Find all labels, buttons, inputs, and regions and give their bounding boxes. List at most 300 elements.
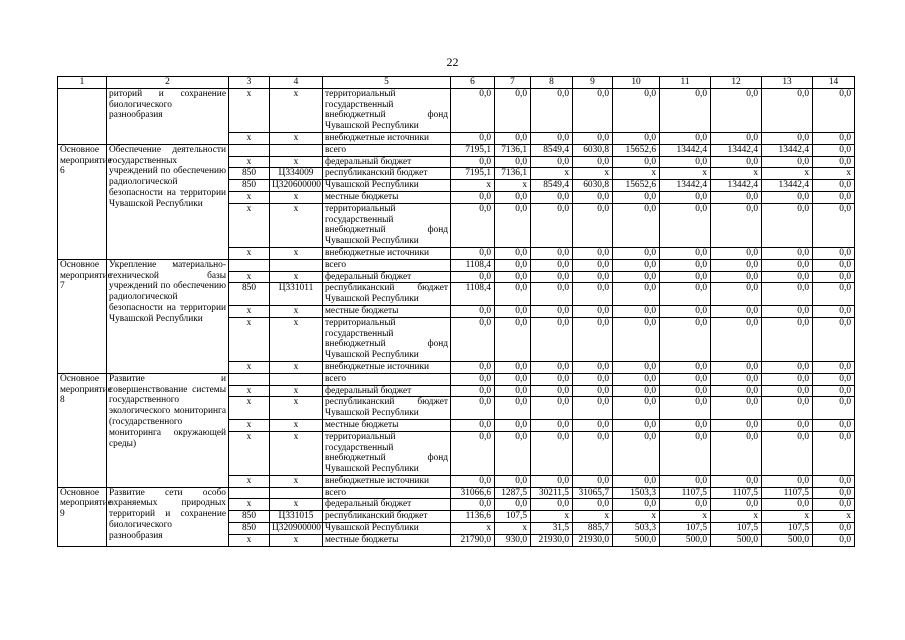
value-cell: 13442,4 [711,144,762,156]
value-cell: 0,0 [711,156,762,168]
value-cell: 0,0 [451,419,495,431]
code-cell: x [229,419,270,431]
value-cell: 0,0 [711,361,762,373]
value-cell: x [451,180,495,192]
value-cell: 0,0 [660,475,711,487]
value-cell: 0,0 [451,305,495,317]
value-cell: 0,0 [613,373,660,385]
value-cell: 0,0 [813,191,855,203]
value-cell: 0,0 [531,475,573,487]
value-cell: 0,0 [813,534,855,546]
value-cell: 13442,4 [660,144,711,156]
value-cell: x [613,168,660,180]
code-cell: 850 [229,511,270,523]
value-cell: 0,0 [573,259,613,271]
value-cell: 1503,3 [613,487,660,499]
value-cell: 0,0 [451,431,495,475]
value-cell: 0,0 [613,385,660,397]
value-cell: 503,3 [613,523,660,535]
code-cell [270,487,323,499]
value-cell: 0,0 [660,373,711,385]
value-cell: 0,0 [762,397,813,420]
value-cell: 0,0 [495,156,531,168]
value-cell: 0,0 [762,283,813,306]
value-cell: 7195,1 [451,144,495,156]
value-cell: 0,0 [711,305,762,317]
value-cell: 31065,7 [573,487,613,499]
header-cell: 13 [762,77,813,89]
value-cell: 0,0 [813,144,855,156]
header-cell: 4 [270,77,323,89]
value-cell: 8549,4 [531,180,573,192]
source-cell: территориальный государственный внебюджетный фонд Чувашской Республики [323,317,451,361]
value-cell: 0,0 [451,317,495,361]
value-cell: 0,0 [613,431,660,475]
value-cell: 0,0 [762,499,813,511]
code-cell: x [229,385,270,397]
source-cell: федеральный бюджет [323,271,451,283]
page-number: 22 [446,55,459,69]
value-cell: 0,0 [573,317,613,361]
value-cell: 0,0 [711,419,762,431]
value-cell: 0,0 [531,203,573,247]
value-cell: 0,0 [613,203,660,247]
value-cell: 0,0 [531,88,573,132]
code-cell [229,144,270,156]
header-cell: 8 [531,77,573,89]
value-cell: 1287,5 [495,487,531,499]
value-cell: 0,0 [813,180,855,192]
value-cell: 15652,6 [613,180,660,192]
code-cell: x [229,499,270,511]
source-cell: республиканский бюджет Чувашской Республики [323,397,451,420]
value-cell: 0,0 [495,271,531,283]
value-cell: 0,0 [813,419,855,431]
source-cell: республиканский бюджет [323,511,451,523]
description-cell: Укрепление материально-технической базы учреждений по обеспечению радиологической безопасности на территории Чувашской Республики [107,259,229,373]
table-row [58,373,855,385]
value-cell: 0,0 [451,397,495,420]
value-cell: 0,0 [531,499,573,511]
value-cell: 0,0 [813,283,855,306]
source-cell: Чувашской Республики [323,523,451,535]
source-cell: всего [323,487,451,499]
source-cell: всего [323,259,451,271]
source-cell: внебюджетные источники [323,475,451,487]
code-cell: x [270,203,323,247]
code-cell: x [270,317,323,361]
code-cell: 850 [229,283,270,306]
source-cell: республиканский бюджет [323,168,451,180]
value-cell: 0,0 [495,499,531,511]
value-cell: 0,0 [711,283,762,306]
header-cell: 14 [813,77,855,89]
value-cell: 0,0 [813,88,855,132]
code-cell: Ц331015 [270,511,323,523]
value-cell: 0,0 [573,499,613,511]
value-cell: 0,0 [711,475,762,487]
code-cell: Ц334009 [270,168,323,180]
value-cell: x [813,511,855,523]
value-cell: 0,0 [711,88,762,132]
source-cell: местные бюджеты [323,534,451,546]
value-cell: 13442,4 [762,180,813,192]
value-cell: 0,0 [762,431,813,475]
code-cell: x [229,534,270,546]
code-cell: x [229,361,270,373]
code-cell: x [229,156,270,168]
value-cell: 0,0 [711,191,762,203]
value-cell: 0,0 [573,431,613,475]
value-cell: 0,0 [613,419,660,431]
value-cell: 0,0 [762,385,813,397]
source-cell: местные бюджеты [323,305,451,317]
header-cell: 9 [573,77,613,89]
value-cell: 0,0 [660,203,711,247]
value-cell: 0,0 [451,88,495,132]
table-row [58,259,855,271]
code-cell: x [270,305,323,317]
value-cell: 0,0 [495,397,531,420]
source-cell: Чувашской Республики [323,180,451,192]
measure-cell: Основное мероприятие 9 [58,487,107,546]
source-cell: местные бюджеты [323,419,451,431]
value-cell: 0,0 [613,499,660,511]
code-cell [229,373,270,385]
code-cell: x [270,499,323,511]
value-cell: 107,5 [495,511,531,523]
code-cell: x [270,361,323,373]
value-cell: 0,0 [660,132,711,144]
value-cell: 0,0 [613,397,660,420]
value-cell: 0,0 [495,305,531,317]
value-cell: 0,0 [613,283,660,306]
value-cell: 0,0 [573,419,613,431]
code-cell: 850 [229,180,270,192]
value-cell: 0,0 [762,156,813,168]
header-row [58,77,855,89]
value-cell: 0,0 [660,88,711,132]
value-cell: 0,0 [711,385,762,397]
value-cell: 0,0 [451,271,495,283]
code-cell: x [270,534,323,546]
value-cell: 0,0 [573,271,613,283]
value-cell: 0,0 [495,259,531,271]
value-cell: 0,0 [813,487,855,499]
code-cell: x [229,317,270,361]
value-cell: 0,0 [573,203,613,247]
value-cell: 6030,8 [573,144,613,156]
value-cell: 0,0 [495,475,531,487]
value-cell: 0,0 [660,191,711,203]
value-cell: 0,0 [573,385,613,397]
value-cell: 0,0 [573,361,613,373]
value-cell: 930,0 [495,534,531,546]
value-cell: 7195,1 [451,168,495,180]
value-cell: x [762,511,813,523]
header-cell: 12 [711,77,762,89]
measure-cell: Основное мероприятие 7 [58,259,107,373]
value-cell: 0,0 [573,191,613,203]
header-cell: 2 [107,77,229,89]
value-cell: 0,0 [813,156,855,168]
value-cell: 0,0 [495,283,531,306]
value-cell: 885,7 [573,523,613,535]
value-cell: 0,0 [495,385,531,397]
value-cell: 31066,6 [451,487,495,499]
value-cell: 0,0 [531,419,573,431]
value-cell: x [660,511,711,523]
value-cell: 107,5 [762,523,813,535]
header-cell: 5 [323,77,451,89]
value-cell: 0,0 [813,247,855,259]
value-cell: 0,0 [660,247,711,259]
value-cell: 0,0 [495,247,531,259]
code-cell [270,259,323,271]
value-cell: 0,0 [573,156,613,168]
value-cell: 0,0 [660,259,711,271]
value-cell: 0,0 [660,385,711,397]
source-cell: федеральный бюджет [323,385,451,397]
value-cell: 0,0 [813,475,855,487]
code-cell: x [229,203,270,247]
value-cell: 0,0 [531,271,573,283]
value-cell: 13442,4 [711,180,762,192]
value-cell: 1107,5 [660,487,711,499]
value-cell: 0,0 [813,203,855,247]
code-cell: x [229,247,270,259]
value-cell: 0,0 [762,247,813,259]
value-cell: 0,0 [813,397,855,420]
value-cell: 0,0 [573,305,613,317]
value-cell: 0,0 [613,247,660,259]
code-cell: Ц331011 [270,283,323,306]
header-cell: 10 [613,77,660,89]
source-cell: территориальный государственный внебюджетный фонд Чувашской Республики [323,88,451,132]
value-cell: 0,0 [531,373,573,385]
value-cell: 0,0 [813,271,855,283]
code-cell: x [229,132,270,144]
value-cell: 0,0 [451,475,495,487]
value-cell: 0,0 [613,191,660,203]
value-cell: 0,0 [495,361,531,373]
code-cell [270,373,323,385]
code-cell: x [229,397,270,420]
value-cell: 0,0 [531,259,573,271]
value-cell: 0,0 [531,283,573,306]
value-cell: 0,0 [613,88,660,132]
value-cell: 0,0 [495,431,531,475]
source-cell: всего [323,373,451,385]
value-cell: 21930,0 [531,534,573,546]
value-cell: 1108,4 [451,283,495,306]
value-cell: 0,0 [613,361,660,373]
source-cell: внебюджетные источники [323,132,451,144]
value-cell: 0,0 [813,385,855,397]
source-cell: территориальный государственный внебюджетный фонд Чувашской Республики [323,203,451,247]
value-cell: 8549,4 [531,144,573,156]
value-cell: 0,0 [762,88,813,132]
value-cell: 500,0 [660,534,711,546]
value-cell: x [531,168,573,180]
source-cell: внебюджетные источники [323,247,451,259]
value-cell: x [451,523,495,535]
value-cell: 0,0 [762,132,813,144]
value-cell: x [711,511,762,523]
source-cell: внебюджетные источники [323,361,451,373]
source-cell: местные бюджеты [323,191,451,203]
value-cell: 0,0 [711,203,762,247]
value-cell: 0,0 [531,191,573,203]
source-cell: республиканский бюджет Чувашской Республики [323,283,451,306]
value-cell: 0,0 [495,132,531,144]
measure-cell: Основное мероприятие 6 [58,144,107,259]
value-cell: 0,0 [813,499,855,511]
value-cell: 0,0 [613,271,660,283]
value-cell: 0,0 [495,373,531,385]
value-cell: 1108,4 [451,259,495,271]
value-cell: x [711,168,762,180]
code-cell: x [270,397,323,420]
value-cell: 0,0 [660,419,711,431]
code-cell: x [270,247,323,259]
value-cell: 0,0 [660,305,711,317]
value-cell: 0,0 [660,499,711,511]
value-cell: 31,5 [531,523,573,535]
measure-cell [58,88,107,144]
value-cell: 0,0 [762,271,813,283]
value-cell: 0,0 [660,283,711,306]
value-cell: 0,0 [573,373,613,385]
value-cell: 1107,5 [762,487,813,499]
code-cell: x [229,191,270,203]
value-cell: 0,0 [495,191,531,203]
value-cell: 7136,1 [495,144,531,156]
description-cell: Развитие и совершенствование системы государственного экологического мониторинга (государственного мониторинга окружающей среды) [107,373,229,487]
value-cell: 0,0 [451,132,495,144]
value-cell: 0,0 [813,132,855,144]
value-cell: x [613,511,660,523]
value-cell: 0,0 [711,317,762,361]
table-row [58,487,855,499]
value-cell: x [495,523,531,535]
value-cell: 0,0 [813,305,855,317]
value-cell: 500,0 [613,534,660,546]
value-cell: 0,0 [660,317,711,361]
value-cell: 0,0 [531,305,573,317]
value-cell: 0,0 [451,156,495,168]
value-cell: 0,0 [531,156,573,168]
value-cell: 0,0 [711,373,762,385]
value-cell: 500,0 [762,534,813,546]
value-cell: x [813,168,855,180]
value-cell: 0,0 [762,475,813,487]
value-cell: 0,0 [813,431,855,475]
value-cell: 0,0 [495,317,531,361]
value-cell: 0,0 [711,499,762,511]
value-cell: 0,0 [613,317,660,361]
source-cell: федеральный бюджет [323,156,451,168]
code-cell: Ц320600000 [270,180,323,192]
value-cell: 0,0 [573,88,613,132]
source-cell: территориальный государственный внебюджетный фонд Чувашской Республики [323,431,451,475]
header-cell: 1 [58,77,107,89]
value-cell: 0,0 [573,397,613,420]
value-cell: 0,0 [711,397,762,420]
value-cell: 30211,5 [531,487,573,499]
value-cell: 0,0 [762,305,813,317]
value-cell: 0,0 [451,203,495,247]
code-cell: x [270,132,323,144]
header-cell: 11 [660,77,711,89]
value-cell: x [531,511,573,523]
code-cell: 850 [229,168,270,180]
value-cell: 0,0 [660,361,711,373]
code-cell [270,144,323,156]
value-cell: 0,0 [495,419,531,431]
value-cell: 0,0 [495,203,531,247]
value-cell: 7136,1 [495,168,531,180]
header-cell: 6 [451,77,495,89]
code-cell: x [270,475,323,487]
value-cell: 107,5 [711,523,762,535]
code-cell: x [270,156,323,168]
header-cell: 7 [495,77,531,89]
value-cell: 0,0 [660,271,711,283]
code-cell: Ц320900000 [270,523,323,535]
value-cell: 0,0 [573,132,613,144]
value-cell: 0,0 [711,259,762,271]
value-cell: 0,0 [711,132,762,144]
value-cell: 0,0 [613,132,660,144]
code-cell: x [229,88,270,132]
code-cell: x [229,475,270,487]
table-body [58,77,855,547]
value-cell: 0,0 [573,247,613,259]
value-cell: 0,0 [711,247,762,259]
value-cell: 0,0 [531,247,573,259]
code-cell: x [270,419,323,431]
value-cell: 0,0 [660,156,711,168]
value-cell: 0,0 [531,361,573,373]
budget-table [57,76,855,547]
code-cell: 850 [229,523,270,535]
code-cell: x [270,385,323,397]
value-cell: 0,0 [451,499,495,511]
source-cell: всего [323,144,451,156]
value-cell: 0,0 [660,397,711,420]
header-cell: 3 [229,77,270,89]
value-cell: 0,0 [613,259,660,271]
code-cell [229,259,270,271]
value-cell: 0,0 [711,431,762,475]
value-cell: 0,0 [531,385,573,397]
value-cell: 0,0 [613,305,660,317]
value-cell: 0,0 [495,88,531,132]
value-cell: 0,0 [451,385,495,397]
value-cell: 0,0 [573,283,613,306]
value-cell: 1136,6 [451,511,495,523]
table-row [58,88,855,132]
value-cell: 0,0 [813,373,855,385]
value-cell: 0,0 [613,156,660,168]
value-cell: 21930,0 [573,534,613,546]
value-cell: 0,0 [762,259,813,271]
description-cell: риторий и сохранение биологического разнообразия [107,88,229,144]
code-cell: x [229,431,270,475]
value-cell: 0,0 [762,191,813,203]
value-cell: 0,0 [762,373,813,385]
